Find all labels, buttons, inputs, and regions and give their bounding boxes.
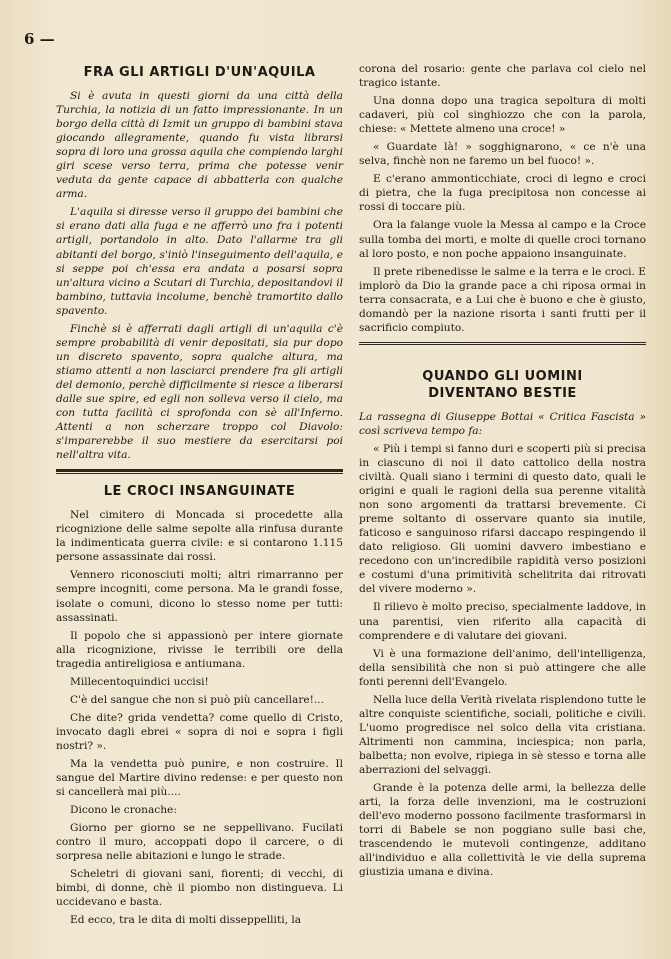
paragraph: « Più i tempi si fanno duri e scoperti più si precisa in ciascuno di noi il dato cattolico della nostra civiltà. Quali siano i termini di questo dato, quali le origini e quali le ragioni della sua perenne vitalità non sono argomenti da trattarsi brevemente. Ci preme soltanto di osservare quanto sia inutile, faticoso e sanguinoso rifarsi daccapo respingendo il dato religioso. Gli uomini davvero imbestiano e recedono con un'incredibile rapidità verso posizioni e costumi d'una primitività schelitrita dai ritrovati del vivere moderno ». <box>359 442 646 596</box>
article-title-croci: LE CROCI INSANGUINATE <box>103 484 296 500</box>
paragraph: Ma la vendetta può punire, e non costruire. Il sangue del Martire divino redense: e per questo non si cancellerà mai più.... <box>56 757 343 799</box>
paragraph: Vi è una formazione dell'animo, dell'intelligenza, della sensibilità che non si può attingere che alle fonti perenni dell'Evangelo. <box>359 647 646 688</box>
paragraph: Nella luce della Verità rivelata risplendono tutte le altre conquiste scientifiche, sociali, politiche e civili. L'uomo progredisce nel solco della vita cristiana. Altrimenti non cammina, inciespica; non parla, balbetta; non evolve, ripiega in sè stesso e torna alle aberrazioni del selvaggi. <box>359 693 646 776</box>
paragraph: corona del rosario: gente che parlava col cielo nel tragico istante. <box>359 63 646 90</box>
intro-paragraph: La rassegna di Giuseppe Bottai « Critica Fascista » così scriveva tempo fa: <box>359 410 646 437</box>
left-column <box>56 62 343 931</box>
paragraph: Si è avuta in questi giorni da una città della Turchia, la notizia di un fatto impressionante. In un borgo della città di Izmit un gruppo di bambini stava giocando allegramente, quando fu vista librarsi sopra di loro una grossa aquila che compiendo larghi giri scese verso terra, prima che potesse venir veduta da gente capace di abbatterla con qualche arma. <box>56 90 343 201</box>
page-number: 6 — <box>24 30 55 48</box>
section-divider <box>359 342 646 350</box>
article-title-bestie: QUANDO GLI UOMINI DIVENTANO BESTIE <box>422 368 583 401</box>
paragraph: « Guardate là! » sogghignarono, « ce n'è una selva, finchè non ne faremo un bel fuoco! ». <box>359 141 646 168</box>
paragraph: Il popolo che si appassionò per intere giornate alla ricognizione, rivisse le terribili ore della tragedia antireligiosa e antiumana. <box>56 629 343 670</box>
paragraph: Una donna dopo una tragica sepoltura di molti cadaveri, più col singhiozzo che con la parola, chiese: « Mettete almeno una croce! » <box>359 95 646 136</box>
paragraph: Finchè si è afferrati dagli artigli di un'aquila c'è sempre probabilità di venir depositati, sia pur dopo un discreto spavento, sopra qualche altura, ma stiamo attenti a non lasciarci prendere fra gli artigli del demonio, perchè difficilmente si riesce a liberarsi dalle sue spire, ed egli non solleva verso il cielo, ma con tutta facilità ci sprofonda con sè all'Inferno. Attenti a non scherzare troppo col Diavolo: s'imparerebbe il suo mestiere da esercitarsi poi nell'altra vita. <box>56 322 343 462</box>
paragraph: Il rilievo è molto preciso, specialmente laddove, in una parentisi, vien riferito alla capacità di comprendere e di valutare dei giovani. <box>359 601 646 642</box>
article-intro-bestie <box>359 410 646 438</box>
article-body-croci <box>56 508 343 927</box>
article-body-bestie <box>359 442 646 879</box>
right-column <box>359 62 646 883</box>
article-title-aquila: FRA GLI ARTIGLI D'UN'AQUILA <box>83 65 316 80</box>
paragraph: Ora la falange vuole la Messa al campo e la Croce sulla tomba dei morti, e molte di quelle croci tornano al loro posto, e non poche appaiono insanguinate. <box>359 219 646 260</box>
article-body-aquila <box>56 89 343 462</box>
paragraph: Che dite? grida vendetta? come quello di Cristo, invocato dagli ebrei « sopra di noi e sopra i figli nostri? ». <box>56 711 343 752</box>
paragraph: Dicono le cronache: <box>70 804 177 817</box>
paragraph: C'è del sangue che non si può più cancellare!... <box>70 693 325 706</box>
paragraph: Giorno per giorno se ne seppellivano. Fucilati contro il muro, accoppati dopo il carcere, o di sorpresa nelle abitazioni e lungo le strade. <box>56 822 343 863</box>
paragraph: Il prete ribenedisse le salme e la terra e le croci. E implorò da Dio la grande pace a chi riposa ormai in terra consacrata, e a Lui che è buono e che è giusto, domandò per la nazione risorta i santi frutti per il sacrificio compiuto. <box>359 265 646 334</box>
paragraph: Scheletri di giovani sani, fiorenti; di vecchi, di bimbi, di donne, chè il piombo non distingueva. Li uccidevano e basta. <box>56 868 343 909</box>
paragraph: Grande è la potenza delle armi, la bellezza delle arti, la forza delle invenzioni, ma le costruzioni dell'evo moderno possono facilmente trasformarsi in torri di Babele se non poggiano sulle basi che, trascendendo le mutevoli contingenze, additano all'individuo e alla collettività le vie della suprema giustizia umana e divina. <box>359 782 646 879</box>
paragraph: Ed ecco, tra le dita di molti disseppelliti, la <box>70 914 302 927</box>
section-divider <box>56 469 343 474</box>
paragraph: L'aquila si diresse verso il gruppo dei bambini che si erano dati alla fuga e ne afferrò uno fra i potenti artigli, portandolo in alto. Dato l'allarme tra gli abitanti del borgo, s'iniò l'inseguimento dell'aquila, e si seppe poi ch'essa era andata a posarsi sopra un'altura vicino a Scutari di Turchia, depositandovi il bambino, tuttavia incolume, benchè tramortito dallo spavento. <box>56 206 343 317</box>
paragraph: Millecentoquindici uccisi! <box>70 675 209 688</box>
article-body-croci-continued <box>359 62 646 335</box>
paragraph: Vennero riconosciuti molti; altri rimarranno per sempre incogniti, come persona. Ma le grandi fosse, isolate o comuni, dicono lo stesso nome per tutti: assassinati. <box>56 569 343 624</box>
paragraph: E c'erano ammonticchiate, croci di legno e croci di pietra, che la fuga precipitosa non concesse ai rossi di toccare più. <box>359 173 646 214</box>
paragraph: Nel cimitero di Moncada si procedette alla ricognizione delle salme sepolte alla rinfusa durante la indimenticata guerra civile: e si contarono 1.115 persone assassinate dai rossi. <box>56 509 343 564</box>
